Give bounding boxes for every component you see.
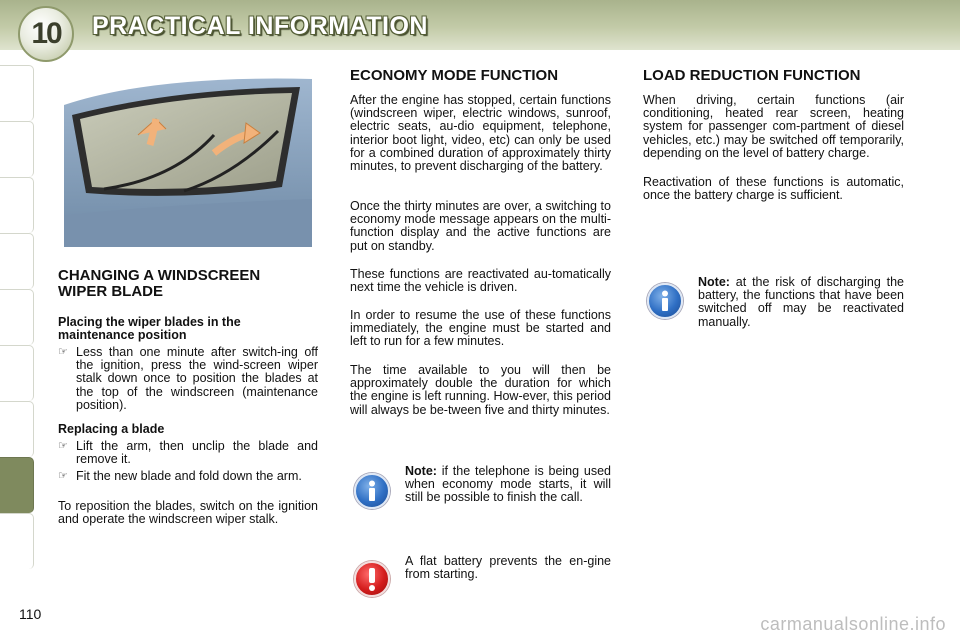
info-icon <box>354 473 390 509</box>
pointing-hand-icon: ☞ <box>58 440 68 452</box>
load-heading: LOAD REDUCTION FUNCTION <box>643 67 861 84</box>
note-label: Note: <box>405 464 437 478</box>
side-tabs <box>0 65 34 569</box>
side-tab[interactable] <box>0 121 34 177</box>
load-note-text: at the risk of discharging the battery, the functions that have been switched off may be reactivated manually. <box>698 275 904 329</box>
economy-paragraph-3: These functions are reactivated au-tomatically next time the vehicle is driven. <box>350 267 611 295</box>
chapter-badge <box>18 6 74 62</box>
side-tab[interactable] <box>0 177 34 233</box>
watermark: carmanualsonline.info <box>760 614 946 634</box>
economy-paragraph-1: After the engine has stopped, certain functions (windscreen wiper, electric windows, sunroof, electric seats, au-dio equipment, telephone, interior boot light, video, etc) can only be used for a combined duration of approximately thirty minutes, to prevent discharging of the battery. <box>350 93 611 174</box>
page-number: 110 <box>19 606 42 622</box>
load-note <box>698 276 904 329</box>
side-tab[interactable] <box>0 401 34 457</box>
economy-paragraph-4: In order to resume the use of these functions immediately, the engine must be started and left to run for a few minutes. <box>350 308 611 349</box>
pointing-hand-icon: ☞ <box>58 346 68 358</box>
economy-paragraph-5: The time available to you will then be approximately double the duration for which the engine is left running. How-ever, this period will always be be-tween five and thirty minutes. <box>350 363 611 417</box>
economy-paragraph-2: Once the thirty minutes are over, a switching to economy mode message appears on the multi-function display and the active functions are put on standby. <box>350 199 611 253</box>
pointing-hand-icon: ☞ <box>58 470 68 482</box>
info-icon <box>647 283 683 319</box>
windscreen-illustration <box>64 75 312 247</box>
side-tab-active[interactable] <box>0 457 34 513</box>
economy-note <box>405 465 611 505</box>
side-tab[interactable] <box>0 513 34 569</box>
replacing-bullet-2 <box>58 470 318 483</box>
chapter-number: 10 <box>31 17 61 50</box>
side-tab[interactable] <box>0 345 34 401</box>
note-label: Note: <box>698 275 730 289</box>
warning-text: A flat battery prevents the en-gine from starting. <box>405 554 611 582</box>
replacing-bullet-text: Lift the arm, then unclip the blade and remove it. <box>76 439 318 467</box>
maintenance-heading: Placing the wiper blades in the maintenance position <box>58 315 241 342</box>
wiper-heading: CHANGING A WINDSCREEN WIPER BLADE <box>58 267 261 300</box>
replacing-bullet-1 <box>58 440 318 466</box>
side-tab[interactable] <box>0 65 34 121</box>
page-title: PRACTICAL INFORMATION <box>92 12 428 40</box>
economy-heading: ECONOMY MODE FUNCTION <box>350 67 559 84</box>
replacing-bullet-text: Fit the new blade and fold down the arm. <box>76 469 302 483</box>
load-paragraph-1: When driving, certain functions (air conditioning, heated rear screen, heating system for passenger com-partment of diesel vehicles, etc.) may be switched off temporarily, depending on the level of battery charge. <box>643 93 904 160</box>
reposition-paragraph: To reposition the blades, switch on the ignition and operate the windscreen wiper stalk. <box>58 499 318 527</box>
side-tab[interactable] <box>0 233 34 289</box>
replacing-heading: Replacing a blade <box>58 422 165 436</box>
load-paragraph-2: Reactivation of these functions is automatic, once the battery charge is sufficient. <box>643 175 904 203</box>
side-tab[interactable] <box>0 289 34 345</box>
exclamation-icon <box>354 561 390 597</box>
economy-note-text: if the telephone is being used when economy mode starts, it will still be possible to finish the call. <box>405 464 611 505</box>
maintenance-bullet-text: Less than one minute after switch-ing off the ignition, press the wind-screen wiper stalk down once to position the blades at the top of the windscreen (maintenance position). <box>76 345 318 412</box>
maintenance-bullet <box>58 346 318 412</box>
